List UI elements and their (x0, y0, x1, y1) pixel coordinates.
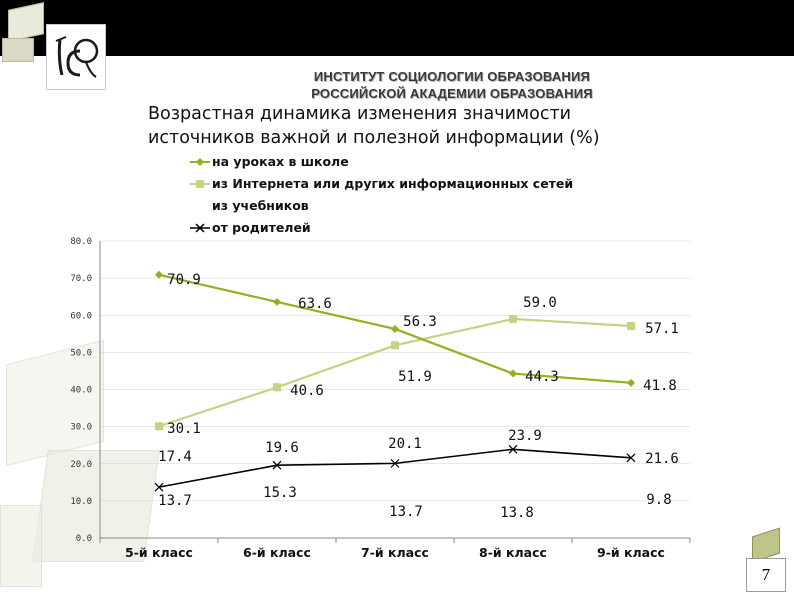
x-tick-label: 9-й класс (597, 545, 665, 560)
x-tick-label: 6-й класс (243, 545, 311, 560)
data-point-school (155, 271, 163, 279)
y-tick-label: 70.0 (70, 274, 92, 285)
data-label-school: 63.6 (298, 296, 332, 312)
data-label-internet: 57.1 (645, 321, 679, 337)
data-label-textbooks: 21.6 (645, 451, 679, 467)
y-tick-label: 30.0 (70, 422, 92, 433)
series-line-internet (159, 319, 631, 426)
data-label-parents: 15.3 (263, 485, 297, 501)
y-tick-label: 50.0 (70, 348, 92, 359)
data-label-internet: 59.0 (523, 295, 557, 311)
y-tick-label: 60.0 (70, 311, 92, 322)
y-tick-label: 0.0 (75, 534, 92, 544)
data-label-school: 56.3 (403, 314, 437, 330)
x-tick-label: 7-й класс (361, 545, 429, 560)
data-point-school (391, 325, 399, 333)
data-label-internet: 30.1 (167, 421, 201, 437)
y-tick-label: 20.0 (70, 459, 92, 470)
y-tick-label: 40.0 (70, 385, 92, 396)
data-label-textbooks: 19.6 (265, 440, 299, 456)
data-label-parents: 13.7 (389, 504, 423, 520)
data-label-textbooks: 20.1 (388, 436, 422, 452)
data-point-internet (627, 322, 635, 330)
chart-title-line2: источников важной и полезной информации (%) (148, 128, 600, 148)
y-tick-label: 80.0 (70, 237, 92, 247)
data-label-parents: 9.8 (646, 492, 672, 508)
data-point-school (627, 379, 635, 387)
data-point-school (509, 370, 517, 378)
data-label-school: 44.3 (525, 369, 559, 385)
legend-label-school: на уроках в школе (212, 154, 349, 169)
data-point-internet (391, 341, 399, 349)
x-tick-label: 5-й класс (125, 545, 193, 560)
legend-label-textbooks: из учебников (212, 198, 309, 213)
institute-name-line2: РОССИЙСКОЙ АКАДЕМИИ ОБРАЗОВАНИЯ (311, 86, 593, 101)
x-tick-label: 8-й класс (479, 545, 547, 560)
legend-label-parents: от родителей (212, 220, 311, 235)
legend-label-internet: из Интернета или других информационных сетей (212, 176, 574, 191)
data-point-internet (273, 383, 281, 391)
data-label-internet: 40.6 (290, 383, 324, 399)
data-label-internet: 51.9 (398, 369, 432, 385)
data-point-school (273, 298, 281, 306)
data-label-textbooks: 17.4 (158, 449, 192, 465)
institute-name-line1: ИНСТИТУТ СОЦИОЛОГИИ ОБРАЗОВАНИЯ (313, 69, 591, 84)
y-tick-label: 10.0 (70, 496, 92, 507)
data-label-parents: 13.7 (158, 493, 192, 509)
data-point-internet (155, 422, 163, 430)
data-label-textbooks: 23.9 (508, 428, 542, 444)
series-line-parents (159, 449, 631, 487)
data-label-school: 41.8 (643, 378, 677, 394)
data-label-parents: 13.8 (500, 505, 534, 521)
data-point-internet (509, 315, 517, 323)
page-number: 7 (746, 558, 786, 592)
data-label-school: 70.9 (167, 272, 201, 288)
chart-title-line1: Возрастная динамика изменения значимости (148, 104, 572, 124)
